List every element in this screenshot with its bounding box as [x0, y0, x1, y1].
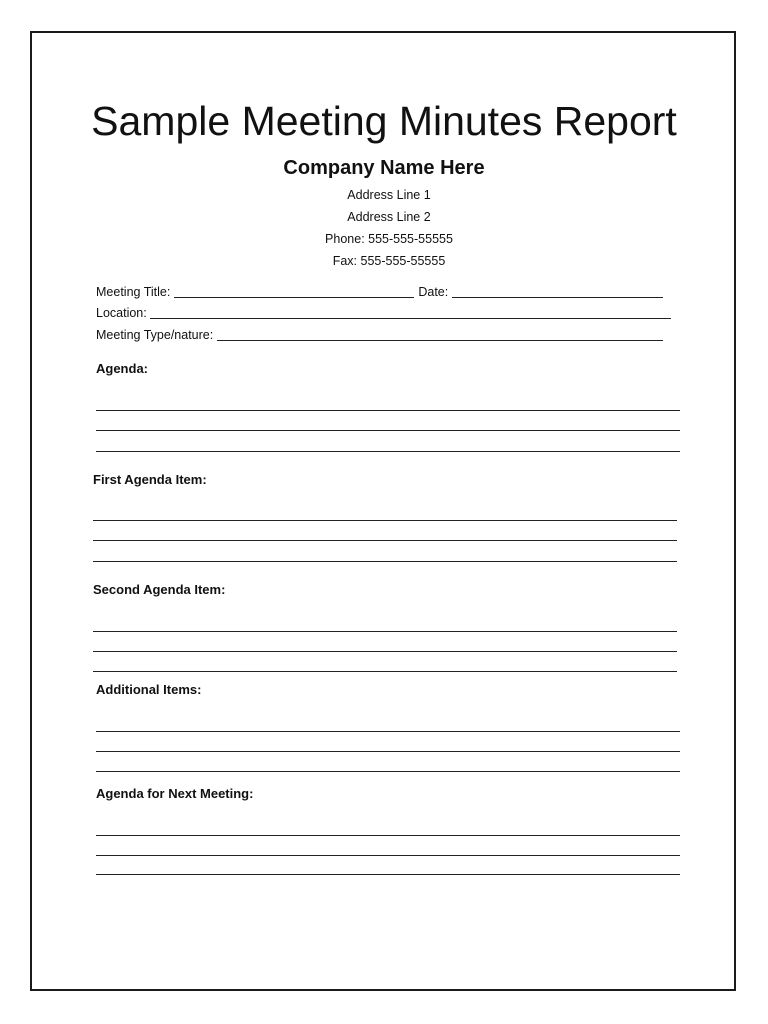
- company-name: Company Name Here: [283, 157, 485, 179]
- additional-items-line[interactable]: [96, 771, 680, 772]
- address-line-1: Address Line 1: [347, 188, 431, 202]
- first-agenda-item-line[interactable]: [93, 561, 677, 562]
- date-blank[interactable]: [452, 285, 663, 298]
- first-agenda-item-line[interactable]: [93, 540, 677, 541]
- additional-items-line[interactable]: [96, 751, 680, 752]
- fax-number: Fax: 555-555-55555: [332, 254, 446, 268]
- location-blank[interactable]: [150, 306, 671, 319]
- next-meeting-agenda-heading: Agenda for Next Meeting:: [96, 786, 254, 801]
- meeting-title-blank[interactable]: [174, 285, 414, 298]
- address-line-2: Address Line 2: [347, 210, 431, 224]
- second-agenda-item-line[interactable]: [93, 631, 677, 632]
- first-agenda-item-heading: First Agenda Item:: [93, 472, 207, 487]
- agenda-heading: Agenda:: [96, 361, 148, 376]
- meeting-type-blank[interactable]: [217, 328, 663, 341]
- second-agenda-item-line[interactable]: [93, 671, 677, 672]
- meeting-title-row: [96, 284, 663, 300]
- meeting-title-label: Meeting Title:: [96, 285, 171, 299]
- meeting-type-row: [96, 327, 663, 343]
- next-meeting-agenda-line[interactable]: [96, 835, 680, 836]
- second-agenda-item-line[interactable]: [93, 651, 677, 652]
- document-title: Sample Meeting Minutes Report: [91, 98, 677, 144]
- next-meeting-agenda-line[interactable]: [96, 874, 680, 875]
- location-label: Location:: [96, 306, 147, 320]
- agenda-line[interactable]: [96, 451, 680, 452]
- second-agenda-item-heading: Second Agenda Item:: [93, 582, 226, 597]
- next-meeting-agenda-line[interactable]: [96, 855, 680, 856]
- agenda-line[interactable]: [96, 410, 680, 411]
- first-agenda-item-line[interactable]: [93, 520, 677, 521]
- additional-items-heading: Additional Items:: [96, 682, 202, 697]
- phone-number: Phone: 555-555-55555: [325, 232, 453, 246]
- date-label: Date:: [418, 285, 449, 299]
- meeting-type-label: Meeting Type/nature:: [96, 328, 214, 342]
- agenda-line[interactable]: [96, 430, 680, 431]
- location-row: [96, 305, 671, 321]
- additional-items-line[interactable]: [96, 731, 680, 732]
